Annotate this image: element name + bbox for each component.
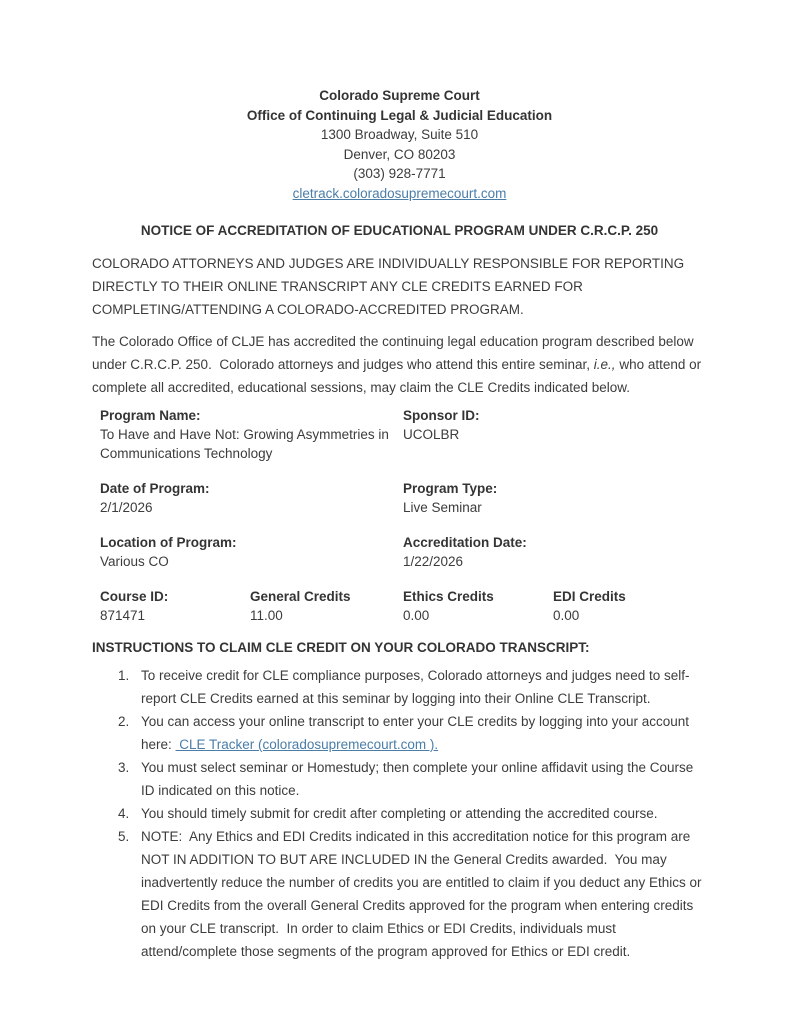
list-item bbox=[92, 802, 707, 825]
field-program-type bbox=[403, 479, 707, 517]
field-value: 1/22/2026 bbox=[403, 554, 464, 569]
accreditation-paragraph bbox=[92, 330, 707, 399]
field-label: Program Name: bbox=[100, 408, 201, 423]
field-label: Course ID: bbox=[100, 589, 169, 604]
address-line-2: Denver, CO 80203 bbox=[343, 146, 456, 162]
list-item bbox=[92, 756, 707, 802]
list-item-text: NOTE: Any Ethics and EDI Credits indicated in this accreditation notice for this program are NOT IN ADDITION TO BUT ARE INCLUDED IN the General Credits awarded. You may inadvertently reduce the number of credits you are entitled to claim if you deduct any Ethics or EDI Credits from the overall General Credits approved for the program when entering credits on your CLE transcript. In order to claim Ethics or EDI Credits, individuals must attend/complete those segments of the program approved for Ethics or EDI credit. bbox=[141, 829, 706, 959]
field-value: To Have and Have Not: Growing Asymmetries in Communications Technology bbox=[100, 427, 393, 461]
accreditation-text-italic: i.e., bbox=[593, 357, 616, 372]
field-label: Sponsor ID: bbox=[403, 408, 480, 423]
field-label: Accreditation Date: bbox=[403, 535, 527, 550]
list-item bbox=[92, 825, 707, 963]
field-program-name bbox=[100, 406, 403, 463]
field-label: Ethics Credits bbox=[403, 589, 494, 604]
org-name: Colorado Supreme Court bbox=[319, 88, 480, 103]
cle-tracker-link[interactable]: CLE Tracker (coloradosupremecourt.com ). bbox=[175, 737, 439, 752]
list-item-text: You must select seminar or Homestudy; then complete your online affidavit using the Course ID indicated on this notice. bbox=[141, 760, 698, 798]
field-date-of-program bbox=[100, 479, 403, 517]
document-header bbox=[92, 86, 707, 203]
accreditation-text-after: who attend or complete all accredited, educational sessions, may claim the CLE Credits indicated below. bbox=[92, 357, 705, 395]
responsibility-paragraph: COLORADO ATTORNEYS AND JUDGES ARE INDIVIDUALLY RESPONSIBLE FOR REPORTING DIRECTLY TO THEIR ONLINE TRANSCRIPT ANY CLE CREDITS EARNED FOR COMPLETING/ATTENDING A COLORADO-ACCREDITED PROGRAM. bbox=[92, 256, 688, 317]
website-row bbox=[92, 184, 707, 204]
field-location-of-program bbox=[100, 533, 403, 571]
field-edi-credits bbox=[553, 587, 707, 625]
detail-row-name-sponsor bbox=[100, 406, 707, 463]
list-item-number: 3. bbox=[118, 760, 130, 775]
field-label: Date of Program: bbox=[100, 481, 210, 496]
field-label: EDI Credits bbox=[553, 589, 626, 604]
field-ethics-credits bbox=[403, 587, 553, 625]
field-value: 0.00 bbox=[403, 608, 430, 623]
field-accreditation-date bbox=[403, 533, 707, 571]
field-value: 2/1/2026 bbox=[100, 500, 153, 515]
list-item-number: 5. bbox=[118, 829, 130, 844]
address-line-1: 1300 Broadway, Suite 510 bbox=[320, 127, 479, 142]
instructions-heading: INSTRUCTIONS TO CLAIM CLE CREDIT ON YOUR COLORADO TRANSCRIPT: bbox=[92, 640, 590, 655]
field-course-id bbox=[100, 587, 250, 625]
field-value: 0.00 bbox=[553, 608, 580, 623]
list-item bbox=[92, 664, 707, 710]
field-sponsor-id bbox=[403, 406, 707, 463]
field-value: 11.00 bbox=[250, 608, 283, 623]
field-value: Various CO bbox=[100, 554, 169, 569]
list-item bbox=[92, 710, 707, 756]
field-value: UCOLBR bbox=[403, 427, 460, 442]
field-value: Live Seminar bbox=[403, 500, 482, 515]
accreditation-text-before: The Colorado Office of CLJE has accredited the continuing legal education program described below under C.R.C.P. 250. Colorado attorneys and judges who attend this entire seminar, bbox=[92, 334, 698, 372]
list-item-text: You should timely submit for credit after completing or attending the accredited course. bbox=[141, 806, 658, 821]
field-label: General Credits bbox=[250, 589, 351, 604]
detail-row-date-type bbox=[100, 479, 707, 517]
list-item-text: To receive credit for CLE compliance purposes, Colorado attorneys and judges need to self-report CLE Credits earned at this seminar by logging into their Online CLE Transcript. bbox=[141, 668, 690, 706]
list-item-number: 4. bbox=[118, 806, 130, 821]
field-label: Location of Program: bbox=[100, 535, 237, 550]
field-label: Program Type: bbox=[403, 481, 498, 496]
office-name: Office of Continuing Legal & Judicial Education bbox=[246, 107, 553, 123]
field-value: 871471 bbox=[100, 608, 146, 623]
list-item-text bbox=[141, 710, 707, 756]
phone-number: (303) 928-7771 bbox=[353, 166, 446, 181]
field-general-credits bbox=[250, 587, 403, 625]
list-item-number: 1. bbox=[118, 668, 130, 683]
instructions-list bbox=[92, 664, 707, 963]
detail-row-location-accreditation bbox=[100, 533, 707, 571]
list-item-text-before-link: You can access your online transcript to enter your CLE credits by logging into your account here: bbox=[141, 714, 693, 752]
credits-row bbox=[100, 587, 707, 625]
notice-title: NOTICE OF ACCREDITATION OF EDUCATIONAL PROGRAM UNDER C.R.C.P. 250 bbox=[140, 223, 659, 238]
program-details bbox=[92, 406, 707, 625]
list-item-number: 2. bbox=[118, 714, 130, 729]
website-link[interactable]: cletrack.coloradosupremecourt.com bbox=[292, 185, 507, 201]
